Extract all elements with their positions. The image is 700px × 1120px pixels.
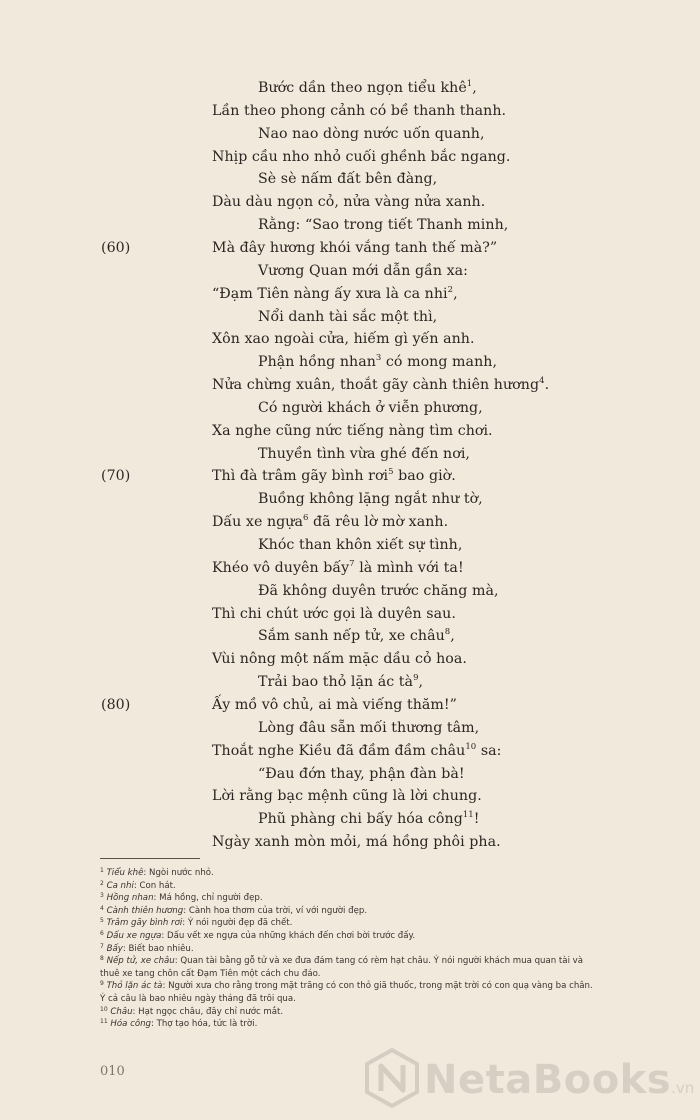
footnote-number: 8	[100, 955, 104, 963]
poem-line-text	[212, 464, 456, 488]
poem-line-text	[212, 647, 467, 671]
footnote-divider	[100, 858, 200, 859]
footnote-ref: 2	[447, 284, 454, 295]
poem-line-text	[258, 533, 462, 557]
poem-line-text	[258, 487, 483, 511]
footnote-number: 2	[100, 879, 104, 887]
text-segment: “Đau đớn thay, phận đàn bà!	[258, 765, 465, 782]
text-segment: ,	[472, 80, 477, 96]
footnote-item	[100, 867, 600, 880]
footnote-number: 1	[100, 867, 104, 874]
footnote-ref: 11	[462, 810, 474, 821]
footnote-term: Hóa công	[110, 1019, 151, 1030]
footnote-item	[100, 1018, 600, 1031]
footnote-term: Dấu xe ngựa	[106, 930, 162, 941]
poem-line-text	[258, 305, 437, 329]
footnote-text: : Người xưa cho rằng trong mặt trăng có con thỏ giã thuốc, trong mặt trời có con quạ vàng ba chân. Ý cả câu là bao nhiêu ngày tháng đã trôi qua.	[100, 981, 593, 1004]
text-segment: Trải bao thỏ lặn ác tà	[258, 674, 414, 691]
text-segment: Lần theo phong cảnh có bề thanh thanh.	[212, 102, 507, 119]
text-segment: là mình với ta!	[354, 559, 464, 576]
poem-line-text	[212, 419, 493, 443]
text-segment: Phũ phàng chi bấy hóa công	[258, 811, 463, 828]
footnote-term: Bấy	[106, 943, 123, 954]
footnote-text: : Ý nói người đẹp đã chết.	[182, 918, 293, 929]
footnote-ref: 6	[303, 513, 309, 524]
text-segment: Sắm sanh nếp tử, xe châu	[258, 628, 445, 645]
poem-line-text	[212, 236, 497, 260]
text-segment: Ấy mồ vô chủ, ai mà viếng thăm!”	[212, 696, 457, 713]
poem-line-text	[258, 716, 479, 740]
poem-line-text	[258, 76, 477, 100]
footnote-number: 7	[100, 942, 104, 950]
text-segment: Xa nghe cũng nức tiếng nàng tìm chơi.	[212, 422, 493, 439]
poem-line-text	[258, 259, 468, 283]
text-segment: Vùi nông một nấm mặc dầu cỏ hoa.	[212, 651, 467, 668]
page-number: 010	[100, 1064, 125, 1079]
watermark-text	[424, 1057, 694, 1103]
poem-line-text	[258, 396, 483, 420]
verse-number: (80)	[101, 696, 131, 713]
text-segment: ,	[418, 674, 424, 691]
poem-line-text	[258, 350, 497, 374]
footnote-number: 10	[100, 1005, 108, 1013]
text-segment: Nao nao dòng nước uốn quanh,	[258, 125, 485, 142]
text-segment: đã rêu lờ mờ xanh.	[308, 514, 449, 531]
footnote-term: Ca nhi	[106, 880, 134, 891]
footnote-item	[100, 905, 600, 918]
text-segment: Dàu dàu ngọn cỏ, nửa vàng nửa xanh.	[212, 194, 486, 211]
text-segment: sa:	[476, 742, 502, 759]
text-segment: Đã không duyên trước chăng mà,	[258, 582, 499, 599]
poem-line-text	[212, 190, 485, 214]
footnote-item	[100, 943, 600, 956]
footnote-ref: 8	[444, 627, 451, 638]
poem-line-text	[258, 624, 455, 648]
footnote-ref: 1	[466, 79, 473, 89]
text-segment: Nửa chừng xuân, thoắt gãy cành thiên hương	[212, 377, 540, 394]
footnote-number: 6	[100, 929, 104, 937]
footnote-text: : Má hồng, chỉ người đẹp.	[153, 893, 263, 904]
text-segment: Có người khách ở viễn phương,	[258, 399, 483, 416]
text-segment: Lời rằng bạc mệnh cũng là lời chung.	[212, 788, 482, 805]
footnote-text: : Con hát.	[133, 880, 176, 891]
verse-number: (60)	[101, 239, 131, 256]
text-segment: Nhịp cầu nho nhỏ cuối ghềnh bắc ngang.	[212, 148, 511, 165]
footnote-term: Cành thiên hương	[106, 905, 184, 916]
footnote-ref: 3	[375, 353, 382, 364]
poem-line-text	[212, 739, 502, 763]
footnote-number: 5	[100, 917, 104, 925]
footnote-text: : Dấu vết xe ngựa của những khách đến chơi bời trước đấy.	[161, 930, 416, 941]
footnote-item	[100, 1006, 600, 1019]
footnote-item	[100, 880, 600, 893]
poem-line-text	[212, 373, 549, 397]
footnote-text: : Hạt ngọc châu, đây chỉ nước mắt.	[132, 1006, 284, 1017]
poem-line-text	[212, 556, 464, 580]
footnote-text: : Thợ tạo hóa, tức là trời.	[150, 1019, 258, 1030]
footnote-term: Châu	[110, 1006, 133, 1017]
poem-line-text	[258, 807, 480, 831]
text-segment: Buồng không lặng ngắt như tờ,	[258, 491, 483, 508]
text-segment: Mà đây hương khói vắng tanh thế mà?”	[212, 239, 498, 256]
poem-line-text	[212, 602, 456, 626]
footnote-number: 4	[100, 904, 104, 912]
footnote-item	[100, 917, 600, 930]
text-segment: Vương Quan mới dẫn gần xa:	[258, 262, 468, 279]
text-segment: Khéo vô duyên bấy	[212, 559, 350, 576]
footnote-term: Tiểu khê	[106, 868, 144, 878]
poem-line-text	[212, 830, 501, 854]
poem-line-text	[258, 122, 485, 146]
footnotes	[100, 867, 600, 1031]
poem-line-text	[258, 442, 470, 466]
footnote-item	[100, 980, 600, 1005]
text-segment: Lòng đâu sẵn mối thương tâm,	[258, 719, 480, 736]
poem-line-text	[212, 145, 510, 169]
text-segment: ,	[450, 628, 455, 645]
netabooks-logo-icon	[362, 1047, 422, 1109]
text-segment: Ngày xanh mòn mỏi, má hồng phôi pha.	[212, 834, 501, 851]
footnote-ref: 10	[465, 741, 477, 752]
text-segment: “Đạm Tiên nàng ấy xưa là ca nhi	[212, 285, 448, 302]
text-segment: Thì chi chút ước gọi là duyên sau.	[212, 605, 456, 622]
poem-line-text	[212, 510, 448, 534]
poem-line-text	[212, 327, 475, 351]
text-segment: Bước dần theo ngọn tiểu khê	[258, 80, 467, 96]
poem-line-text	[258, 213, 508, 237]
footnote-number: 11	[100, 1018, 108, 1026]
footnote-term: Nếp tử, xe châu	[106, 956, 175, 967]
text-segment: Sè sè nấm đất bên đàng,	[258, 171, 438, 188]
text-segment: Nổi danh tài sắc một thì,	[258, 308, 438, 325]
poem-line-text	[212, 693, 457, 717]
footnote-term: Hồng nhan	[106, 893, 154, 904]
footnote-text: : Cành hoa thơm của trời, ví với người đẹp.	[183, 905, 368, 916]
text-segment: ,	[453, 285, 458, 302]
footnote-text: : Biết bao nhiêu.	[122, 943, 194, 954]
text-segment: Phận hồng nhan	[258, 354, 376, 371]
footnote-item	[100, 955, 600, 980]
text-segment: bao giờ.	[393, 468, 456, 485]
text-segment: Dấu xe ngựa	[212, 514, 303, 531]
footnote-item	[100, 930, 600, 943]
footnote-number: 9	[100, 980, 104, 988]
poem-line-text	[258, 670, 423, 694]
footnote-term: Trâm gãy bình rơi	[106, 918, 183, 929]
footnote-ref: 7	[349, 558, 355, 569]
netabooks-watermark	[362, 1047, 700, 1117]
text-segment: Xôn xao ngoài cửa, hiếm gì yến anh.	[212, 331, 475, 348]
verse-number: (70)	[101, 468, 131, 485]
footnote-ref: 4	[539, 376, 545, 387]
footnote-ref: 9	[413, 673, 419, 684]
poem-line-text	[258, 579, 499, 603]
watermark-suffix: .vn	[671, 1079, 695, 1097]
text-segment: Thì đà trâm gãy bình rơi	[212, 468, 389, 485]
poem-line-text	[258, 167, 437, 191]
text-segment: Khóc than khôn xiết sự tình,	[258, 537, 463, 553]
footnote-text: : Ngòi nước nhỏ.	[143, 868, 214, 878]
poem-line-text	[212, 282, 458, 306]
footnote-text: : Quan tài bằng gỗ tử và xe đưa đám tang có rèm hạt châu. Ý nói người khách mua quan tài và thuê xe tang chôn cất Đạm Tiên một cách chu đáo.	[100, 956, 584, 979]
footnote-ref: 5	[388, 467, 394, 478]
footnote-number: 3	[100, 892, 104, 900]
poem-line-text	[258, 762, 465, 786]
watermark-brand: NetaBooks	[424, 1057, 672, 1103]
text-segment: Thuyền tình vừa ghé đến nơi,	[258, 445, 470, 462]
text-segment: Rằng: “Sao trong tiết Thanh minh,	[258, 217, 509, 234]
text-segment: !	[473, 811, 480, 828]
footnote-item	[100, 892, 600, 905]
poem-line-text	[212, 784, 482, 808]
text-segment: Thoắt nghe Kiều đã đầm đầm châu	[212, 742, 466, 759]
footnote-term: Thỏ lặn ác tà	[106, 981, 163, 992]
text-segment: có mong manh,	[381, 354, 498, 371]
text-segment: .	[544, 377, 550, 394]
poem-line-text	[212, 99, 506, 123]
